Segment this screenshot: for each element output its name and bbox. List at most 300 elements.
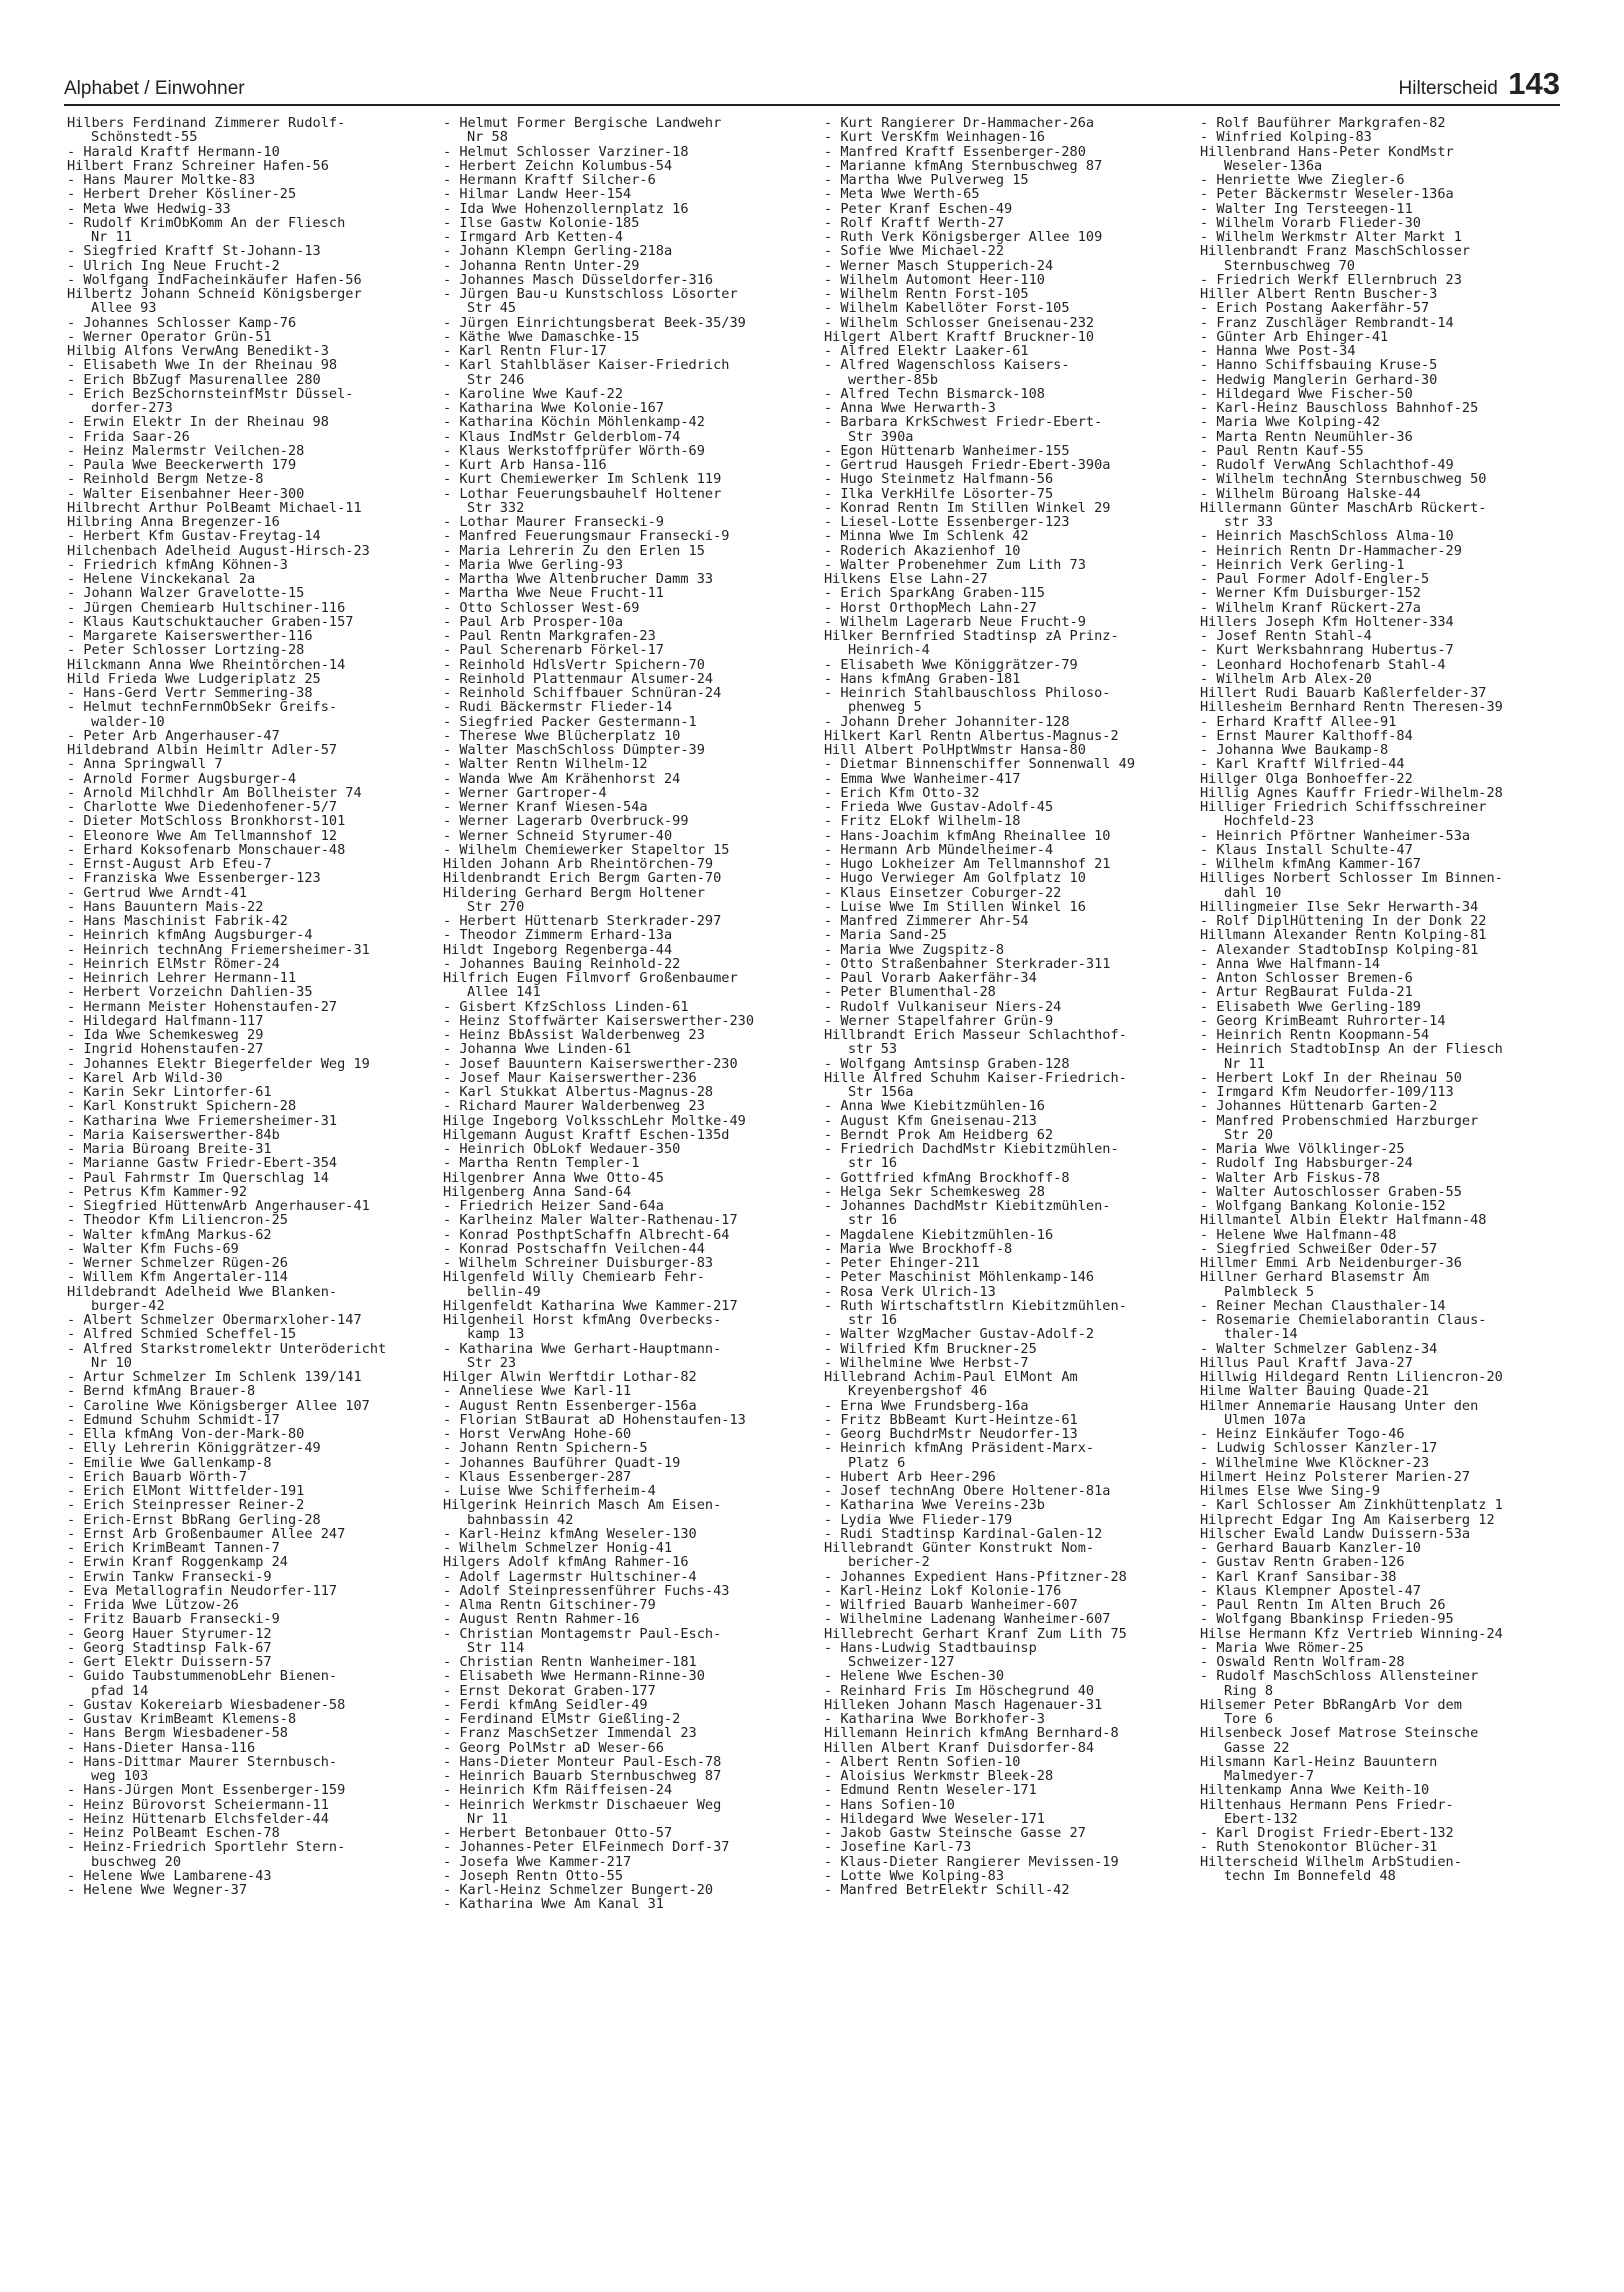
directory-entry: - Johannes-Peter ElFeinmech Dorf-37	[443, 1840, 730, 1855]
directory-entry: - Heinrich Bauarb Sternbuschweg 87	[443, 1769, 722, 1784]
directory-entry: - Johannes Elektr Biegerfelder Weg 19	[67, 1056, 370, 1071]
directory-entry: Schweizer-127	[848, 1655, 955, 1670]
directory-entry: - Walter Ing Tersteegen-11	[1200, 201, 1413, 216]
directory-entry: - Walter Eisenbahner Heer-300	[67, 486, 305, 501]
directory-entry: Hilgerink Heinrich Masch Am Eisen-	[443, 1498, 722, 1513]
directory-entry: Hilbig Alfons VerwAng Benedikt-3	[67, 344, 329, 359]
directory-entry: - Martha Wwe Pulverweg 15	[824, 173, 1029, 188]
directory-entry: - Erwin Tankw Fransecki-9	[67, 1569, 272, 1584]
directory-entry: - Joseph Rentn Otto-55	[443, 1868, 624, 1883]
directory-entry: - Wilhelm Kranf Rückert-27a	[1200, 600, 1421, 615]
directory-entry: Weseler-136a	[1224, 158, 1323, 173]
directory-entry: - Maria Sand-25	[824, 928, 947, 943]
directory-entry: - Erich KrimBeamt Tannen-7	[67, 1541, 280, 1556]
directory-entry: bahnbassin 42	[467, 1512, 574, 1527]
directory-entry: - Georg BuchdrMstr Neudorfer-13	[824, 1427, 1078, 1442]
directory-entry: - Ruth Verk Königsberger Allee 109	[824, 230, 1103, 245]
directory-entry: Str 20	[1224, 1127, 1274, 1142]
directory-entry: - Johannes Expedient Hans-Pfitzner-28	[824, 1569, 1127, 1584]
directory-entry: - Walter MaschSchloss Dümpter-39	[443, 743, 705, 758]
directory-entry: - Paul Former Adolf-Engler-5	[1200, 572, 1430, 587]
directory-entry: - Eva Metallografin Neudorfer-117	[67, 1583, 338, 1598]
directory-entry: - Hubert Arb Heer-296	[824, 1469, 996, 1484]
directory-entry: - Luise Wwe Im Stillen Winkel 16	[824, 899, 1086, 914]
directory-entry: - Alexander StadtobInsp Kolping-81	[1200, 942, 1479, 957]
directory-entry: - Karl Drogist Friedr-Ebert-132	[1200, 1826, 1454, 1841]
directory-entry: - Erhard Koksofenarb Monschauer-48	[67, 842, 346, 857]
directory-entry: - Walter Schmelzer Gablenz-34	[1200, 1341, 1438, 1356]
directory-entry: - Therese Wwe Blücherplatz 10	[443, 728, 681, 743]
directory-entry: - Hanno Schiffsbauing Kruse-5	[1200, 358, 1438, 373]
directory-entry: - Margarete Kaiserswerther-116	[67, 629, 313, 644]
directory-entry: werther-85b	[848, 372, 939, 387]
directory-entry: - Peter Blumenthal-28	[824, 985, 996, 1000]
directory-entry: - Luise Wwe Schifferheim-4	[443, 1484, 656, 1499]
directory-entry: - Erwin Elektr In der Rheinau 98	[67, 415, 329, 430]
directory-entry: - Georg PolMstr aD Weser-66	[443, 1740, 664, 1755]
directory-entry: - Hans kfmAng Graben-181	[824, 671, 1021, 686]
directory-entry: - Werner Operator Grün-51	[67, 329, 272, 344]
directory-entry: - Erna Wwe Frundsberg-16a	[824, 1398, 1029, 1413]
directory-entry: Hilscher Ewald Landw Duissern-53a	[1200, 1526, 1471, 1541]
directory-entry: - Heinrich Pförtner Wanheimer-53a	[1200, 828, 1471, 843]
directory-entry: - Heinrich ElMstr Römer-24	[67, 956, 280, 971]
directory-entry: - Helmut Schlosser Varziner-18	[443, 144, 689, 159]
directory-entry: Hildt Ingeborg Regenberga-44	[443, 942, 673, 957]
directory-entry: - Hugo Lokheizer Am Tellmannshof 21	[824, 857, 1111, 872]
directory-entry: - Rudolf Ing Habsburger-24	[1200, 1156, 1413, 1171]
directory-entry: - Katharina Wwe Friemersheimer-31	[67, 1113, 338, 1128]
directory-entry: Str 246	[467, 372, 525, 387]
directory-entry: - Helene Wwe Wegner-37	[67, 1883, 248, 1898]
directory-entry: - Anneliese Wwe Karl-11	[443, 1384, 632, 1399]
directory-entry: - Friedrich DachdMstr Kiebitzmühlen-	[824, 1142, 1119, 1157]
directory-entry: Hilbrecht Arthur PolBeamt Michael-11	[67, 500, 362, 515]
directory-entry: Hilkert Karl Rentn Albertus-Magnus-2	[824, 728, 1119, 743]
directory-entry: - Wilhelmine Ladenang Wanheimer-607	[824, 1612, 1111, 1627]
directory-entry: - Hans Sofien-10	[824, 1797, 955, 1812]
directory-entry: - Alfred Starkstromelektr Unterödericht	[67, 1341, 387, 1356]
directory-entry: Hillger Olga Bonhoeffer-22	[1200, 771, 1413, 786]
directory-entry: - Artur Schmelzer Im Schlenk 139/141	[67, 1370, 362, 1385]
directory-entry: - Manfred Zimmerer Ahr-54	[824, 914, 1029, 929]
directory-entry: - Konrad PosthptSchaffn Albrecht-64	[443, 1227, 730, 1242]
directory-entry: - Edmund Schuhm Schmidt-17	[67, 1412, 280, 1427]
directory-entry: Hilme Walter Bauing Quade-21	[1200, 1384, 1430, 1399]
directory-entry: - Katharina Wwe Vereins-23b	[824, 1498, 1045, 1513]
directory-entry: Hillers Joseph Kfm Holtener-334	[1200, 614, 1454, 629]
directory-entry: - Johannes Masch Düsseldorfer-316	[443, 272, 714, 287]
directory-entry: - Kurt VersKfm Weinhagen-16	[824, 130, 1045, 145]
directory-entry: Hilger Alwin Werftdir Lothar-82	[443, 1370, 697, 1385]
directory-entry: - Hildegard Halfmann-117	[67, 1013, 264, 1028]
directory-entry: - Johannes Hüttenarb Garten-2	[1200, 1099, 1438, 1114]
directory-entry: - Erich-Ernst BbRang Gerling-28	[67, 1512, 321, 1527]
directory-entry: - Herbert Dreher Kösliner-25	[67, 187, 297, 202]
directory-entry: Hillebrandt Günter Konstrukt Nom-	[824, 1541, 1095, 1556]
directory-entry: Heinrich-4	[848, 643, 930, 658]
directory-entry: Hilbert Franz Schreiner Hafen-56	[67, 158, 329, 173]
directory-entry: Hillenbrandt Franz MaschSchlosser	[1200, 244, 1471, 259]
directory-entry: - Heinz Bürovorst Scheiermann-11	[67, 1797, 329, 1812]
directory-entry: Hillen Albert Kranf Duisdorfer-84	[824, 1740, 1095, 1755]
directory-entry: Hilse Hermann Kfz Vertrieb Winning-24	[1200, 1626, 1503, 1641]
directory-entry: - Willem Kfm Angertaler-114	[67, 1270, 288, 1285]
directory-entry: - Franz Zuschläger Rembrandt-14	[1200, 315, 1454, 330]
directory-entry: - Wilhelm Büroang Halske-44	[1200, 486, 1421, 501]
directory-entry: kamp 13	[467, 1327, 525, 1342]
header-right	[1399, 66, 1560, 102]
directory-entry: Hillesheim Bernhard Rentn Theresen-39	[1200, 700, 1503, 715]
directory-entry: - Richard Maurer Walderbenweg 23	[443, 1099, 705, 1114]
directory-entry: - Fritz Bauarb Fransecki-9	[67, 1612, 280, 1627]
directory-entry: - Klaus IndMstr Gelderblom-74	[443, 429, 681, 444]
directory-entry: - Klaus Klempner Apostel-47	[1200, 1583, 1421, 1598]
directory-entry: - Franziska Wwe Essenberger-123	[67, 871, 321, 886]
directory-entry: Hiltenkamp Anna Wwe Keith-10	[1200, 1783, 1430, 1798]
directory-entry: - Paul Scherenarb Förkel-17	[443, 643, 664, 658]
directory-entry: - Ella kfmAng Von-der-Mark-80	[67, 1427, 305, 1442]
directory-entry: - Ernst Maurer Kalthoff-84	[1200, 728, 1413, 743]
directory-entry: - Ernst-August Arb Efeu-7	[67, 857, 272, 872]
directory-entry: - Anna Wwe Kiebitzmühlen-16	[824, 1099, 1045, 1114]
directory-entry: - Gerhard Bauarb Kanzler-10	[1200, 1541, 1421, 1556]
directory-entry: - Heinrich kfmAng Augsburger-4	[67, 928, 313, 943]
directory-entry: - Heinrich Rentn Dr-Hammacher-29	[1200, 543, 1462, 558]
directory-entry: Hildebrandt Adelheid Wwe Blanken-	[67, 1284, 338, 1299]
directory-entry: - Wolfgang Amtsinsp Graben-128	[824, 1056, 1070, 1071]
directory-entry: - Anna Wwe Herwarth-3	[824, 401, 996, 416]
directory-entry: - Katharina Wwe Borkhofer-3	[824, 1712, 1045, 1727]
directory-entry: - Werner Stapelfahrer Grün-9	[824, 1013, 1054, 1028]
header-running-name: Hilterscheid	[1398, 78, 1498, 99]
directory-entry: - Wilhelm technAng Sternbuschweg 50	[1200, 472, 1487, 487]
directory-entry: - Gottfried kfmAng Brockhoff-8	[824, 1170, 1070, 1185]
directory-entry: - Johannes Bauführer Quadt-19	[443, 1455, 681, 1470]
directory-entry: - Maria Kaiserswerther-84b	[67, 1127, 280, 1142]
directory-entry: Hilge Ingeborg VolksschLehr Moltke-49	[443, 1113, 746, 1128]
directory-entry: - Theodor Kfm Liliencron-25	[67, 1213, 288, 1228]
directory-entry: - Artur RegBaurat Fulda-21	[1200, 985, 1413, 1000]
directory-entry: - Maria Wwe Römer-25	[1200, 1640, 1364, 1655]
directory-entry: - Heinz Stoffwärter Kaiserswerther-230	[443, 1013, 754, 1028]
directory-entry: - Kurt Arb Hansa-116	[443, 458, 607, 473]
directory-entry: - Lothar Maurer Fransecki-9	[443, 515, 664, 530]
directory-entry: - Edmund Rentn Weseler-171	[824, 1783, 1037, 1798]
directory-entry: Hillingmeier Ilse Sekr Herwarth-34	[1200, 899, 1479, 914]
directory-entry: - Arnold Former Augsburger-4	[67, 771, 297, 786]
directory-entry: - Maria Wwe Zugspitz-8	[824, 942, 1005, 957]
directory-entry: - Ernst Dekorat Graben-177	[443, 1683, 656, 1698]
directory-entry: - Erich Steinpresser Reiner-2	[67, 1498, 305, 1513]
directory-entry: - Reinhold HdlsVertr Spichern-70	[443, 657, 705, 672]
directory-entry: - Winfried Kolping-83	[1200, 130, 1372, 145]
directory-entry: - Frida Wwe Lützow-26	[67, 1598, 239, 1613]
directory-entry: - Johanna Wwe Baukamp-8	[1200, 743, 1389, 758]
directory-entry: - Elisabeth Wwe Hermann-Rinne-30	[443, 1669, 705, 1684]
directory-entry: - Guido TaubstummenobLehr Bienen-	[67, 1669, 338, 1684]
directory-entry: - Erich Kfm Otto-32	[824, 785, 980, 800]
header-title: Alphabet / Einwohner	[64, 78, 245, 99]
directory-entry: - Walter Arb Fiskus-78	[1200, 1170, 1381, 1185]
directory-entry: - Meta Wwe Werth-65	[824, 187, 980, 202]
directory-entry: Hillemann Heinrich kfmAng Bernhard-8	[824, 1726, 1119, 1741]
directory-entry: Str 45	[467, 301, 517, 316]
directory-entry: Hilmer Annemarie Hausang Unter den	[1200, 1398, 1479, 1413]
directory-entry: - Hildegard Wwe Weseler-171	[824, 1811, 1045, 1826]
directory-entry: - Marianne kfmAng Sternbuschweg 87	[824, 158, 1103, 173]
directory-entry: weg 103	[91, 1769, 149, 1784]
directory-entry: - Heinrich kfmAng Präsident-Marx-	[824, 1441, 1095, 1456]
directory-entry: - Elisabeth Wwe Gerling-189	[1200, 999, 1421, 1014]
directory-entry: - Hans-Joachim kfmAng Rheinallee 10	[824, 828, 1111, 843]
directory-entry: - Heinz Einkäufer Togo-46	[1200, 1427, 1405, 1442]
directory-entry: str 16	[848, 1213, 898, 1228]
directory-entry: - Wilhelm Schlosser Gneisenau-232	[824, 315, 1095, 330]
directory-entry: - Gert Elektr Duissern-57	[67, 1655, 272, 1670]
directory-entry: - Albert Schmelzer Obermarxloher-147	[67, 1313, 362, 1328]
directory-entry: - Ilse Gastw Kolonie-185	[443, 215, 640, 230]
directory-entry: - Johann Rentn Spichern-5	[443, 1441, 648, 1456]
directory-entry: Schönstedt-55	[91, 130, 198, 145]
directory-entry: pfad 14	[91, 1683, 149, 1698]
directory-entry: - Irmgard Kfm Neudorfer-109/113	[1200, 1085, 1454, 1100]
directory-entry: - Werner Kfm Duisburger-152	[1200, 586, 1421, 601]
directory-entry: Gasse 22	[1224, 1740, 1290, 1755]
directory-entry: - Minna Wwe Im Schlenk 42	[824, 529, 1029, 544]
directory-entry: - Rosemarie Chemielaborantin Claus-	[1200, 1313, 1487, 1328]
directory-entry: - Katharina Wwe Gerhart-Hauptmann-	[443, 1341, 722, 1356]
directory-entry: - Reinhard Fris Im Höschegrund 40	[824, 1683, 1095, 1698]
directory-entry: - Klaus Kautschuktaucher Graben-157	[67, 614, 354, 629]
directory-entry: Ulmen 107a	[1224, 1412, 1306, 1427]
directory-entry: - Marianne Gastw Friedr-Ebert-354	[67, 1156, 338, 1171]
directory-entry: - Manfred BetrElektr Schill-42	[824, 1883, 1070, 1898]
directory-entry: - Erwin Kranf Roggenkamp 24	[67, 1555, 288, 1570]
directory-entry: - Rolf Bauführer Markgrafen-82	[1200, 116, 1446, 131]
directory-entry: - Helene Wwe Lambarene-43	[67, 1868, 272, 1883]
directory-entry: Hillebrecht Gerhart Kranf Zum Lith 75	[824, 1626, 1127, 1641]
directory-entry: - Hans-Ludwig Stadtbauinsp	[824, 1640, 1037, 1655]
directory-entry: - Peter Kranf Eschen-49	[824, 201, 1013, 216]
directory-entry: - Erich BezSchornsteinfMstr Düssel-	[67, 386, 354, 401]
directory-entry: - Christian Rentn Wanheimer-181	[443, 1655, 697, 1670]
directory-entry: - Anton Schlosser Bremen-6	[1200, 971, 1413, 986]
directory-entry: - Klaus-Dieter Rangierer Mevissen-19	[824, 1854, 1119, 1869]
directory-entry: - Hans-Dieter Hansa-116	[67, 1740, 256, 1755]
directory-entry: Hildering Gerhard Bergm Holtener	[443, 885, 705, 900]
directory-entry: Hilgenberg Anna Sand-64	[443, 1184, 632, 1199]
directory-entry: Hilker Bernfried Stadtinsp zA Prinz-	[824, 629, 1119, 644]
directory-entry: - Rudi Bäckermstr Flieder-14	[443, 700, 673, 715]
directory-entry: - Herbert Zeichn Kolumbus-54	[443, 158, 673, 173]
directory-entry: bericher-2	[848, 1555, 930, 1570]
directory-entry: Hilgert Albert Kraftf Bruckner-10	[824, 329, 1095, 344]
directory-entry: - Hugo Steinmetz Halfmann-56	[824, 472, 1054, 487]
directory-entry: - Karl-Heinz Schmelzer Bungert-20	[443, 1883, 714, 1898]
directory-column-3	[824, 116, 1192, 2266]
directory-entry: - Oswald Rentn Wolfram-28	[1200, 1655, 1405, 1670]
page-number: 143	[1508, 66, 1560, 101]
directory-entry: Hilgemann August Kraftf Eschen-135d	[443, 1127, 730, 1142]
directory-entry: thaler-14	[1224, 1327, 1298, 1342]
directory-entry: - Heinrich Lehrer Hermann-11	[67, 971, 297, 986]
directory-entry: - Kurt Chemiewerker Im Schlenk 119	[443, 472, 722, 487]
directory-entry: - August Kfm Gneisenau-213	[824, 1113, 1037, 1128]
directory-entry: - Siegfried HüttenwArb Angerhauser-41	[67, 1199, 370, 1214]
directory-entry: - Aloisius Werkmstr Bleek-28	[824, 1769, 1054, 1784]
directory-entry: - Arnold Milchhdlr Am Bollheister 74	[67, 785, 362, 800]
directory-entry: - Heinz BbAssist Walderbenweg 23	[443, 1028, 705, 1043]
directory-entry: Hilgers Adolf kfmAng Rahmer-16	[443, 1555, 689, 1570]
directory-entry: Str 332	[467, 500, 525, 515]
directory-entry: - Harald Kraftf Hermann-10	[67, 144, 280, 159]
directory-entry: - Katharina Wwe Am Kanal 31	[443, 1897, 664, 1912]
directory-entry: - Paul Fahrmstr Im Querschlag 14	[67, 1170, 329, 1185]
directory-entry: - Frieda Wwe Gustav-Adolf-45	[824, 800, 1054, 815]
directory-entry: - Peter Maschinist Möhlenkamp-146	[824, 1270, 1095, 1285]
directory-entry: - Liesel-Lotte Essenberger-123	[824, 515, 1070, 530]
directory-entry: - Gertrud Hausgeh Friedr-Ebert-390a	[824, 458, 1111, 473]
directory-entry: Hilgenbrer Anna Wwe Otto-45	[443, 1170, 664, 1185]
directory-entry: - Ferdinand ElMstr Gießling-2	[443, 1712, 681, 1727]
directory-entry: - Heinz Hüttenarb Elchsfelder-44	[67, 1811, 329, 1826]
directory-entry: - Petrus Kfm Kammer-92	[67, 1184, 248, 1199]
directory-entry: - Ferdi kfmAng Seidler-49	[443, 1697, 648, 1712]
directory-entry: - Meta Wwe Hedwig-33	[67, 201, 231, 216]
directory-entry: - Wolfgang Bbankinsp Frieden-95	[1200, 1612, 1454, 1627]
directory-entry: - Dieter MotSchloss Bronkhorst-101	[67, 814, 346, 829]
directory-entry: - Lotte Wwe Kolping-83	[824, 1868, 1005, 1883]
directory-entry: - Hans Bergm Wiesbadener-58	[67, 1726, 288, 1741]
directory-entry: - Wilhelm Arb Alex-20	[1200, 671, 1372, 686]
directory-entry: Str 270	[467, 899, 525, 914]
directory-entry: - Karl Konstrukt Spichern-28	[67, 1099, 297, 1114]
directory-entry: Hilliger Friedrich Schiffsschreiner	[1200, 800, 1487, 815]
directory-entry: - Günter Arb Ehinger-41	[1200, 329, 1389, 344]
directory-entry: - Marta Rentn Neumühler-36	[1200, 429, 1413, 444]
directory-entry: Hillus Paul Kraftf Java-27	[1200, 1355, 1413, 1370]
directory-entry: - Erich SparkAng Graben-115	[824, 586, 1045, 601]
directory-entry: - Reinhold Bergm Netze-8	[67, 472, 264, 487]
directory-entry: Hilbring Anna Bregenzer-16	[67, 515, 280, 530]
directory-entry: - Wilhelm Werkmstr Alter Markt 1	[1200, 230, 1462, 245]
directory-entry: Nr 11	[91, 230, 132, 245]
directory-entry: - Wilhelmine Wwe Klöckner-23	[1200, 1455, 1430, 1470]
directory-entry: - Heinrich Kfm Räiffeisen-24	[443, 1783, 673, 1798]
directory-entry: - Barbara KrkSchwest Friedr-Ebert-	[824, 415, 1103, 430]
directory-entry: Hilgenheil Horst kfmAng Overbecks-	[443, 1313, 722, 1328]
directory-entry: - Karin Sekr Lintorfer-61	[67, 1085, 272, 1100]
directory-entry: - Rudi Stadtinsp Kardinal-Galen-12	[824, 1526, 1103, 1541]
directory-entry: - Ernst Arb Großenbaumer Allee 247	[67, 1526, 346, 1541]
directory-entry: - Paul Arb Prosper-10a	[443, 614, 624, 629]
directory-entry: - Gustav KrimBeamt Klemens-8	[67, 1712, 297, 1727]
directory-entry: Hilgenfeldt Katharina Wwe Kammer-217	[443, 1298, 738, 1313]
directory-entry: - Caroline Wwe Königsberger Allee 107	[67, 1398, 370, 1413]
page-header	[64, 62, 1560, 106]
directory-entry: - Gustav Rentn Graben-126	[1200, 1555, 1405, 1570]
directory-entry: str 16	[848, 1313, 898, 1328]
directory-entry: - Maria Wwe Kolping-42	[1200, 415, 1381, 430]
directory-entry: - Josef Bauuntern Kaiserswerther-230	[443, 1056, 738, 1071]
directory-entry: - Leonhard Hochofenarb Stahl-4	[1200, 657, 1446, 672]
directory-entry: - Heinrich technAng Friemersheimer-31	[67, 942, 370, 957]
directory-entry: Palmbleck 5	[1224, 1284, 1315, 1299]
directory-entry: Nr 58	[467, 130, 508, 145]
directory-entry: - Friedrich Werkf Ellernbruch 23	[1200, 272, 1462, 287]
directory-entry: - Dietmar Binnenschiffer Sonnenwall 49	[824, 757, 1135, 772]
directory-entry: - Hanna Wwe Post-34	[1200, 344, 1356, 359]
directory-entry: str 16	[848, 1156, 898, 1171]
directory-entry: techn Im Bonnefeld 48	[1224, 1868, 1396, 1883]
directory-entry: Hilmert Heinz Polsterer Marien-27	[1200, 1469, 1471, 1484]
directory-entry: Hilfrich Eugen Filmvorf Großenbaumer	[443, 971, 738, 986]
directory-entry: - Reinhold Plattenmaur Alsumer-24	[443, 671, 714, 686]
directory-entry: - Friedrich kfmAng Köhnen-3	[67, 557, 288, 572]
directory-entry: Hiller Albert Rentn Buscher-3	[1200, 287, 1438, 302]
directory-entry: - Wilhelm Chemiewerker Stapeltor 15	[443, 842, 730, 857]
directory-entry: Hillermann Günter MaschArb Rückert-	[1200, 500, 1487, 515]
directory-entry: - Klaus Einsetzer Coburger-22	[824, 885, 1062, 900]
directory-entry: - Rolf Kraftf Werth-27	[824, 215, 1005, 230]
directory-entry: - Karl-Heinz Bauschloss Bahnhof-25	[1200, 401, 1479, 416]
directory-entry: - August Rentn Essenberger-156a	[443, 1398, 697, 1413]
directory-entry: - Johann Dreher Johanniter-128	[824, 714, 1070, 729]
directory-entry: - Siegfried Schweißer Oder-57	[1200, 1241, 1438, 1256]
directory-entry: - Maria Wwe Brockhoff-8	[824, 1241, 1013, 1256]
directory-entry: Hillmer Emmi Arb Neidenburger-36	[1200, 1256, 1462, 1271]
directory-entry: - Werner Lagerarb Overbruck-99	[443, 814, 689, 829]
directory-entry: - Konrad Rentn Im Stillen Winkel 29	[824, 500, 1111, 515]
directory-entry: - Alfred Techn Bismarck-108	[824, 386, 1045, 401]
directory-entry: - Christian Montagemstr Paul-Esch-	[443, 1626, 722, 1641]
directory-entry: - Werner Kranf Wiesen-54a	[443, 800, 648, 815]
directory-entry: - Berndt Prok Am Heidberg 62	[824, 1127, 1054, 1142]
directory-entry: Hilmes Else Wwe Sing-9	[1200, 1484, 1381, 1499]
directory-column-2	[443, 116, 811, 2266]
directory-entry: dorfer-273	[91, 401, 173, 416]
directory-entry: - Georg KrimBeamt Ruhrorter-14	[1200, 1013, 1446, 1028]
directory-entry: - Karl Rentn Flur-17	[443, 344, 607, 359]
directory-entry: Hillig Agnes Kauffr Friedr-Wilhelm-28	[1200, 785, 1503, 800]
directory-entry: - Hedwig Manglerin Gerhard-30	[1200, 372, 1438, 387]
directory-entry: - Karel Arb Wild-30	[67, 1070, 223, 1085]
directory-entry: Nr 11	[467, 1811, 508, 1826]
directory-entry: - Manfred Feuerungsmaur Fransecki-9	[443, 529, 730, 544]
directory-entry: - Karl-Heinz kfmAng Weseler-130	[443, 1526, 697, 1541]
directory-entry: - Siegfried Packer Gestermann-1	[443, 714, 697, 729]
directory-entry: Sternbuschweg 70	[1224, 258, 1355, 273]
directory-entry: Hild Frieda Wwe Ludgeriplatz 25	[67, 671, 321, 686]
directory-entry: Hilchenbach Adelheid August-Hirsch-23	[67, 543, 370, 558]
directory-entry: - Josefa Wwe Kammer-217	[443, 1854, 632, 1869]
directory-entry: Hilden Johann Arb Rheintörchen-79	[443, 857, 714, 872]
directory-entry: - Adolf Lagermstr Hultschiner-4	[443, 1569, 697, 1584]
directory-entry: - Theodor Zimmerm Erhard-13a	[443, 928, 673, 943]
directory-entry: Nr 11	[1224, 1056, 1265, 1071]
directory-entry: Str 156a	[848, 1085, 914, 1100]
directory-entry: - August Rentn Rahmer-16	[443, 1612, 640, 1627]
directory-entry: - Herbert Lokf In der Rheinau 50	[1200, 1070, 1462, 1085]
directory-column-4	[1200, 116, 1568, 2266]
directory-entry: Hilsmann Karl-Heinz Bauuntern	[1200, 1754, 1438, 1769]
directory-entry: - Heinrich ObLokf Wedauer-350	[443, 1142, 681, 1157]
directory-entry: Hilterscheid Wilhelm ArbStudien-	[1200, 1854, 1462, 1869]
directory-entry: - Rudolf VerwAng Schlachthof-49	[1200, 458, 1454, 473]
directory-entry: - Emma Wwe Wanheimer-417	[824, 771, 1021, 786]
directory-entry: Hillmann Alexander Rentn Kolping-81	[1200, 928, 1487, 943]
